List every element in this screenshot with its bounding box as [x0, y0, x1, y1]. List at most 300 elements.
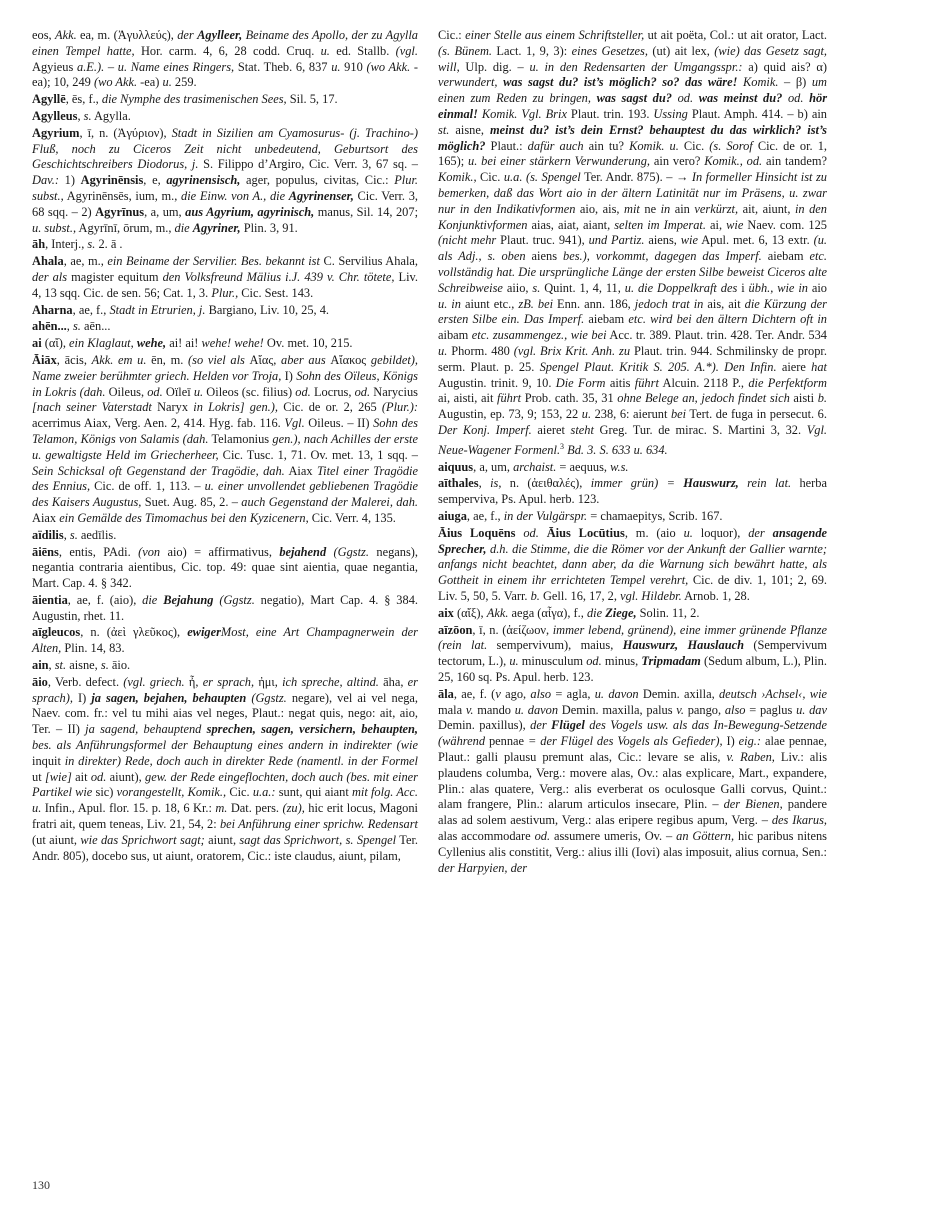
entry-text: mit folg. Acc. u.	[32, 785, 418, 816]
entry-text: bei	[670, 407, 687, 422]
entry-text: Aiax	[32, 510, 60, 525]
entry-text: aiens	[525, 249, 563, 264]
entry-text: (αἴ),	[41, 336, 70, 351]
entry-text: , entis, PAdi.	[58, 544, 139, 559]
entry-text: führt	[497, 391, 522, 406]
entry-text: u.	[320, 43, 330, 58]
entry-text: u. davon	[514, 702, 559, 717]
headword: Ahala	[32, 254, 64, 269]
entry-text: alae pennae, Plaut.: galli plausu premunt alas, Cic.: levare se alis,	[438, 734, 827, 764]
dictionary-entry-aius	[438, 526, 827, 605]
entry-text: Titel einer Tragödie des Ennius,	[32, 463, 418, 494]
headword: aix	[438, 605, 454, 620]
entry-text: Oileus. – II)	[304, 416, 374, 431]
entry-text: u.	[438, 343, 448, 358]
entry-text: loquor),	[692, 525, 749, 540]
dictionary-entry-aientia	[32, 593, 418, 625]
entry-text: → In formeller Hinsicht ist zu bemerken, daß das Wort aio in der ältern Latinität nur im Präsens, u. zwar nur in den Indikativformen	[438, 170, 827, 216]
entry-text: (nicht mehr	[438, 233, 497, 248]
entry-text: v.	[465, 702, 474, 717]
entry-text: der	[748, 525, 773, 540]
entry-text: (Plur.):	[381, 400, 419, 415]
entry-text: Phorm. 480	[447, 343, 514, 358]
entry-text: Flügel	[551, 718, 585, 733]
entry-text: od.	[354, 384, 371, 399]
entry-text: s.	[69, 527, 78, 542]
entry-text: s.	[72, 319, 81, 334]
entry-text: (ut aiunt,	[32, 832, 81, 847]
entry-text: also	[724, 702, 746, 717]
entry-text: Plin. 3, 91.	[240, 220, 298, 235]
entry-text: aedīlis.	[77, 527, 117, 542]
entry-text: negans), negantia contraria aientibus, Cic. top. 49: quae sint aientia, quae negantia, Mart. Cap. 4. § 342.	[32, 544, 419, 591]
entry-text: aber aus	[281, 352, 326, 367]
entry-text: = agla,	[551, 686, 595, 701]
entry-text: Naev. com. 125	[743, 217, 827, 232]
entry-text: Ussing	[653, 106, 688, 121]
entry-text: (zu),	[282, 801, 305, 816]
entry-text: Agylleer,	[197, 28, 243, 42]
entry-text: ,	[63, 527, 70, 542]
entry-text: Dat. pers.	[227, 801, 283, 816]
dictionary-entry-ala	[438, 687, 827, 877]
entry-text: ewiger	[187, 625, 221, 640]
entry-text: āha,	[378, 674, 408, 689]
entry-text: (vgl. Brix Krit. Anh. zu	[513, 343, 631, 358]
entry-text: s.	[83, 108, 92, 123]
entry-text: –	[104, 59, 118, 74]
dictionary-entry-ai	[32, 336, 418, 352]
dictionary-entry-aio	[32, 675, 418, 865]
entry-text: Narycius	[370, 384, 418, 399]
entry-text: , a, um,	[473, 459, 514, 474]
entry-text: mit	[624, 201, 640, 216]
entry-text: immer grün) =	[590, 476, 684, 491]
entry-text: = aequus,	[556, 459, 611, 474]
entry-text: Cic.:	[438, 28, 466, 42]
headword: āh	[32, 237, 46, 252]
entry-text: aus Agyrium, agyrinisch,	[185, 204, 315, 219]
entry-text: Akk.	[55, 28, 77, 42]
entry-text: Agyrinenser,	[288, 188, 354, 203]
dictionary-entry-eos	[32, 28, 418, 91]
entry-text: u. in den Redensarten der Umgangsspr.:	[529, 59, 743, 74]
entry-text: od.	[147, 384, 163, 399]
entry-text: – β)	[778, 75, 812, 90]
headword: Āius Locūtius	[546, 525, 625, 540]
entry-text: aiio,	[502, 280, 533, 295]
dictionary-entry-ain	[32, 658, 418, 674]
entry-text: aias, aiat, aiant,	[527, 217, 615, 232]
entry-text: pandere alas ad solem aestivum, Verg.: alas eripere regibus apum, Verg. –	[438, 797, 827, 828]
entry-text: u.a.:	[252, 785, 276, 800]
entry-text: selten im Imperat.	[614, 217, 706, 232]
entry-text: pennae	[485, 734, 528, 749]
entry-text: bei Anführung einer sprichw. Redensart	[219, 817, 418, 832]
headword: aīgleucos	[32, 625, 81, 640]
entry-text: = chamaepitys, Scrib. 167.	[587, 509, 723, 524]
entry-text: Sil. 5, 17.	[286, 92, 338, 107]
entry-text: 910	[340, 59, 367, 74]
entry-text: wie	[726, 217, 744, 232]
entry-text: ait	[71, 769, 91, 784]
entry-text: die Nymphe des trasimenischen Sees,	[101, 92, 287, 107]
entry-text: Akk.	[486, 605, 509, 620]
entry-text: gew. der Rede eingeflochten, doch auch (bes. mit einer Partikel wie	[32, 769, 418, 800]
entry-text: Stadt in Sizilien am Cyamosurus- (j. Trachino-) Fluß, noch zu Ciceros Zeit nicht unbedeutend, Geburtsort des Geschichtschreibers Diodorus, j.	[32, 125, 419, 172]
entry-text: Cic.	[476, 170, 504, 185]
entry-text: Tert. de fuga in persecut. 6.	[686, 407, 827, 422]
entry-text: etc. vollständig hat. Die ursprüngliche Länge der ersten Silbe beweist Ciceros alte Schreibweise	[438, 249, 827, 295]
entry-text: ,	[478, 476, 491, 491]
left-column	[32, 28, 418, 864]
entry-text: er sprach),	[32, 674, 418, 705]
entry-text: Liv.: alis plaudens columba, Verg.: movere alas, Ov.: alas explicare, Mart., expandere, Plin.: alas quatere, Verg.: alis everberat os oculosque Galli corvus, Quint.: alam frangere, Plin.: alarum articulos insecare, Plin. –	[438, 749, 828, 812]
entry-text: Komik. u.	[629, 138, 679, 153]
entry-text: Enn. ann. 186,	[553, 296, 635, 311]
entry-text: Plaut. truc. 941),	[496, 233, 589, 248]
entry-text: aiebam	[761, 249, 810, 264]
entry-text: der als	[32, 269, 68, 284]
headword: Āiāx	[32, 352, 57, 367]
entry-text: (u. als Adj., s. oben	[438, 233, 827, 264]
entry-text: Demin. axilla,	[638, 686, 719, 701]
entry-text: mala	[438, 702, 466, 717]
entry-text: Aiax	[284, 463, 317, 478]
entry-text: , ī, n. (Ἀγύριον),	[79, 125, 172, 140]
entry-text: Agyrinēnsēs, ium, m.,	[63, 188, 181, 203]
entry-text: alas accommodare	[438, 828, 535, 843]
entry-text: manus, Sil. 14, 207;	[314, 204, 419, 219]
entry-text: die Kürzung der ersten Silbe ein. Das Imperf.	[438, 296, 827, 327]
entry-text: , ae, m.,	[63, 254, 108, 269]
entry-text: Solin. 11, 2.	[636, 605, 700, 620]
entry-text: u. in	[438, 296, 461, 311]
entry-text: -ea)	[137, 75, 163, 90]
entry-text: u.	[683, 525, 693, 540]
entry-text: Komik.	[737, 75, 779, 90]
entry-text: hör einmal!	[438, 91, 828, 121]
entry-text: aiere	[776, 359, 812, 374]
entry-text: pango,	[683, 702, 725, 717]
entry-text: Plur. subst.,	[32, 173, 418, 203]
entry-text: in direkter) Rede, doch auch in direkter Rede (namentl. in der Formel	[64, 753, 418, 768]
entry-text: ēn, m.	[146, 352, 189, 367]
entry-text: Spengel Plaut. Kritik S. 205. A.*). Den Infin.	[539, 359, 777, 374]
entry-text: u. subst.,	[32, 220, 77, 235]
entry-text: Suet. Aug. 85, 2. –	[141, 495, 242, 510]
entry-text: der Bienen,	[723, 797, 783, 812]
entry-text: aiunt,	[204, 832, 240, 847]
dictionary-entry-aigleucos	[32, 625, 418, 657]
entry-text: magister equitum	[67, 269, 163, 284]
entry-text: Lact. 1, 9, 3):	[491, 43, 572, 58]
headword: Agyrīnus	[95, 204, 145, 219]
entry-text: Hor. carm. 4, 6, 28 codd. Cruq.	[134, 43, 321, 58]
entry-text: wie	[680, 233, 698, 248]
entry-text: minusculum	[518, 654, 587, 669]
headword: ain	[32, 658, 49, 673]
entry-text: Bargiano, Liv. 10, 25, 4.	[205, 302, 330, 317]
entry-text: Cic. Verr. 3, 68 sqq. – 2)	[32, 188, 419, 219]
headword: aiuga	[438, 509, 467, 524]
entry-text: Plur.,	[211, 285, 239, 300]
entry-text: ein Beiname der Servilier. Bes. bekannt ist	[107, 254, 320, 269]
entry-text: (Sempervivum tectorum, L.),	[438, 638, 828, 669]
entry-text: od.	[90, 769, 107, 784]
entry-text: Die Form	[555, 375, 606, 390]
entry-text: = paglus	[745, 702, 797, 717]
entry-text: u. Name eines Ringers,	[117, 59, 235, 74]
entry-text: a) quid ais? α)	[742, 59, 827, 74]
entry-text: (ut) ait lex,	[647, 43, 715, 58]
entry-text: (vgl. griech.	[123, 674, 185, 689]
entry-text: Naryx	[151, 400, 194, 415]
page-number: 130	[32, 1178, 50, 1192]
entry-text: ,	[48, 658, 55, 673]
entry-text: Oileos (sc. filius)	[203, 384, 296, 399]
headword: aīthales	[438, 476, 479, 491]
entry-text: 3	[560, 441, 565, 451]
entry-text: Sohn des Oïleus, Königs in Lokris (dah.	[32, 368, 419, 399]
entry-text: , m. (aio	[624, 525, 684, 540]
entry-text: 238, 6: aierunt	[591, 407, 671, 422]
entry-text: assumere umeris, Ov. –	[550, 828, 677, 843]
entry-text: u.a. (s. Spengel	[503, 170, 581, 185]
headword: āla	[438, 686, 454, 701]
entry-text: ain tandem?	[762, 154, 827, 169]
entry-text: S. Filippo d’Argiro, Cic. Verr. 3, 67 sq. –	[198, 157, 418, 172]
entry-text: ed. Stallb.	[329, 43, 396, 58]
entry-text: Cic.	[678, 138, 710, 153]
entry-text: aēn...	[80, 319, 111, 334]
entry-text: und Partiz.	[588, 233, 645, 248]
entry-text: Augustin. trinit. 9, 10.	[438, 375, 556, 390]
entry-text: rein lat.	[738, 476, 792, 491]
entry-text: sempervivum), maius,	[487, 638, 623, 653]
dictionary-entry-aizoon	[438, 623, 827, 686]
entry-text: des Vogels usw. als das In-Bewegung-Setzende (während	[438, 718, 827, 749]
entry-text: Komik.,	[438, 170, 477, 185]
entry-text: Komik. Vgl. Brix	[477, 106, 567, 121]
entry-text: wie das Sprichwort sagt;	[80, 832, 205, 847]
entry-text: inquit	[32, 753, 65, 768]
entry-text: , ēs, f.,	[65, 92, 102, 107]
entry-text: Cic.	[226, 785, 253, 800]
entry-text: s.	[87, 237, 96, 252]
entry-text: , ācis,	[56, 352, 92, 367]
entry-text: Cic. de off. 1, 113. –	[90, 479, 205, 494]
entry-text: aega (αἶγα), f.,	[508, 605, 587, 620]
entry-text: (wo Akk.	[366, 59, 411, 74]
entry-text: d.h. die Stimme, die die Römer vor der Ankunft der Gallier warnte; anfangs nicht beachtet, dann aber, da die Warnung sich bewährt hatte, als Gottheit in einem ihr errichteten Tempel verehrt,	[438, 541, 827, 588]
entry-text: ut ait poëta, Col.: ut ait orator, Lact.	[644, 28, 827, 42]
entry-text: Bd. 3. S. 633 u. 634.	[564, 442, 668, 457]
entry-text: er sprach,	[202, 674, 255, 689]
entry-text: (von	[138, 544, 161, 559]
headword: Agyllē	[32, 92, 66, 107]
entry-text: Agylla.	[91, 108, 131, 123]
entry-text: , ae, f.,	[72, 302, 110, 317]
entry-text: Ulp. dig. –	[459, 59, 530, 74]
entry-text: was sagst du? ist’s möglich? so? das wäre!	[503, 75, 738, 90]
entry-text: ain vero?	[650, 154, 705, 169]
entry-text: ain tu?	[583, 138, 630, 153]
entry-text: [nach seiner Vaterstadt	[32, 400, 152, 415]
entry-text: acerrimus Aiax, Verg. Aen. 2, 414. Hyg. fab. 116.	[32, 416, 285, 431]
entry-text: ai,	[705, 217, 727, 232]
entry-text: od.	[671, 91, 699, 106]
entry-text: u.	[581, 407, 592, 422]
entry-text: n. (ἀειθαλές),	[501, 476, 591, 491]
entry-text: Plin. 14, 83.	[61, 641, 125, 656]
headword: āiēns	[32, 544, 59, 559]
entry-text: Demin. paxillus),	[438, 718, 531, 733]
dictionary-entry-aidilis	[32, 528, 418, 544]
entry-text: ja sagen, bejahen, behaupten	[91, 690, 247, 705]
entry-text: was sagst du?	[596, 91, 672, 106]
entry-text: in der Vulgärspr.	[503, 509, 588, 524]
entry-text: vorangestellt, Komik.,	[116, 785, 227, 800]
entry-text: , a, um,	[144, 204, 186, 219]
entry-text: st.	[54, 658, 67, 673]
entry-text: (Ggstz.	[213, 592, 255, 607]
right-column	[438, 28, 827, 876]
entry-text: der Harpyien, der	[438, 860, 528, 875]
entry-text: Oileus,	[105, 384, 148, 399]
entry-text: od.	[534, 828, 551, 843]
entry-text: Plaut. Amph. 414. – b) ain	[687, 106, 827, 121]
entry-text: ai! ai!	[166, 336, 202, 351]
entry-text: , ae, f.,	[466, 509, 504, 524]
entry-text: ai, aisti, ait	[438, 391, 497, 406]
entry-text: sunt, qui aiant	[275, 785, 352, 800]
entry-text: 259.	[171, 75, 197, 90]
entry-text: Stat. Theb. 6, 837	[234, 59, 332, 74]
entry-text: (so viel als	[188, 352, 245, 367]
entry-text: C. Servilius Ahala,	[319, 254, 418, 269]
entry-text: ἠμι,	[254, 674, 283, 689]
entry-text: ein Gemälde des Timomachus bei den Kyzicenern,	[59, 510, 309, 525]
dictionary-entry-aithales	[438, 476, 827, 508]
entry-text: in Lokris] gen.),	[193, 400, 279, 415]
entry-text: übh., wie in	[748, 280, 808, 295]
entry-text: Telamonius	[208, 431, 273, 446]
entry-text: aisti	[789, 391, 818, 406]
entry-text: etc. zusammengez., wie bei	[471, 328, 607, 343]
entry-text: 1)	[58, 173, 81, 188]
dictionary-entry-agylleus	[32, 109, 418, 125]
entry-text: i	[737, 280, 749, 295]
entry-text: eos,	[32, 28, 55, 42]
entry-text: aio) = affirmativus,	[160, 544, 280, 559]
entry-text: u.	[162, 75, 172, 90]
entry-text: aitis	[605, 375, 635, 390]
entry-text: aieret	[531, 422, 571, 437]
entry-text: bejahend	[279, 544, 327, 559]
entry-text: , e,	[143, 173, 167, 188]
entry-text: jedoch trat in	[634, 296, 704, 311]
entry-text: st.	[438, 122, 450, 137]
entry-text: meinst du? ist’s dein Ernst? behauptest du das wirklich? ist’s möglich?	[438, 122, 827, 153]
dictionary-entry-agyrium	[32, 126, 418, 237]
entry-text: (Sedum album, L.), Plin. 25, 160 sq. Ps. Apul. herb. 123.	[438, 654, 827, 684]
entry-text: ansagende Sprecher,	[438, 525, 828, 556]
entry-text: , ae, f. (aio),	[67, 592, 143, 607]
entry-text: die	[586, 605, 606, 620]
entry-text: Beiname des Apollo, der zu Agylla einen Tempel hatte,	[32, 28, 418, 58]
entry-text: Quint. 1, 4, 11,	[540, 280, 625, 295]
entry-text: Dav.:	[32, 173, 59, 188]
entry-text: , n. (ἀεὶ γλεῦκος),	[80, 625, 188, 640]
entry-text: Oïleī	[162, 384, 194, 399]
entry-text: u. einer unvollendet gebliebenen Tragödie des Kaisers Augustus,	[32, 479, 419, 510]
entry-text: I)	[722, 734, 739, 749]
entry-text: Ziege,	[605, 605, 637, 620]
entry-text: (wo Akk.	[93, 75, 138, 90]
entry-text: gebildet), Name zweier berühmter griech. Helden vor Troja,	[32, 352, 419, 383]
entry-text: a.E.).	[77, 59, 105, 74]
entry-text: (s. Bünem.	[438, 43, 492, 58]
dictionary-entry-ahen	[32, 319, 418, 335]
entry-text: der	[530, 718, 552, 733]
entry-text: eines Gesetzes,	[571, 43, 648, 58]
entry-text: ich spreche, altind.	[282, 674, 379, 689]
entry-text: Cic. de or. 2, 265	[278, 400, 382, 415]
entry-text: aibam	[438, 328, 472, 343]
entry-text: Plaut. trin. 944. Schmilinsky de propr. serm. Plaut. p. 25.	[438, 343, 827, 374]
entry-text: aisne,	[66, 658, 101, 673]
entry-text: Acc. tr. 389. Plaut. trin. 428. Ter. Andr. 534	[606, 328, 828, 343]
entry-text: (αἴξ),	[453, 605, 487, 620]
entry-text: des Ikarus,	[771, 813, 827, 828]
entry-text: bes. als Anführungsformel der Behauptung eines andern in indirekter (wie	[32, 738, 418, 753]
entry-text: od.	[515, 525, 547, 540]
entry-text: bes.), vorkommt, dagegen das Imperf.	[563, 249, 762, 264]
entry-text: Ov. met. 10, 215.	[263, 336, 353, 351]
entry-text: Cic. de div. 1, 101; 2, 69. Liv. 5, 50, 5. Varr.	[438, 573, 827, 604]
entry-text: (s. Sorof	[709, 138, 753, 153]
entry-text: an Göttern,	[676, 828, 735, 843]
entry-text: hat	[811, 359, 827, 374]
entry-text: ago,	[500, 686, 531, 701]
entry-text: negatio), Mart Cap. 4. § 384. Augustin, rhet. 11.	[32, 592, 418, 623]
entry-text: u. bei einer stärkern Verwunderung,	[468, 154, 651, 169]
entry-text: sprechen, sagen, versichern, behaupten,	[206, 722, 418, 737]
entry-text: Cic. Sest. 143.	[238, 285, 314, 300]
headword: āio	[32, 674, 48, 689]
entry-text: aisne,	[449, 122, 491, 137]
entry-text: wehe! wehe!	[201, 336, 264, 351]
dictionary-entry-aiquus	[438, 460, 827, 476]
entry-text: Liv. 4, 13 sqq. Cic. de sen. 56; Cat. 1, 3.	[32, 269, 419, 300]
headword: Aharna	[32, 302, 73, 317]
entry-text: die Perfektform	[748, 375, 827, 390]
headword: Agyrinēnsis	[80, 173, 144, 188]
entry-text: , ī, n. (ἀείζωον,	[472, 622, 553, 637]
entry-text: sagt das Sprichwort, s. Spengel	[239, 832, 397, 847]
entry-text: Der Konj. Imperf.	[438, 422, 532, 437]
entry-text: Most, eine Art Champagnerwein der Alten,	[32, 625, 418, 656]
entry-text: s.	[532, 280, 541, 295]
entry-text: der	[177, 28, 198, 42]
entry-text: = der Flügel des Vogels als Gefieder),	[527, 734, 723, 749]
dictionary-entry-aharna	[32, 303, 418, 319]
entry-text: den Volksfreund Mälius i.J. 439 v. Chr. tötete,	[162, 269, 395, 284]
dictionary-entry-ah	[32, 237, 418, 253]
entry-text: aiebam	[584, 312, 629, 327]
entry-text: Vgl. Neue-Wagener Formenl.	[438, 422, 827, 457]
